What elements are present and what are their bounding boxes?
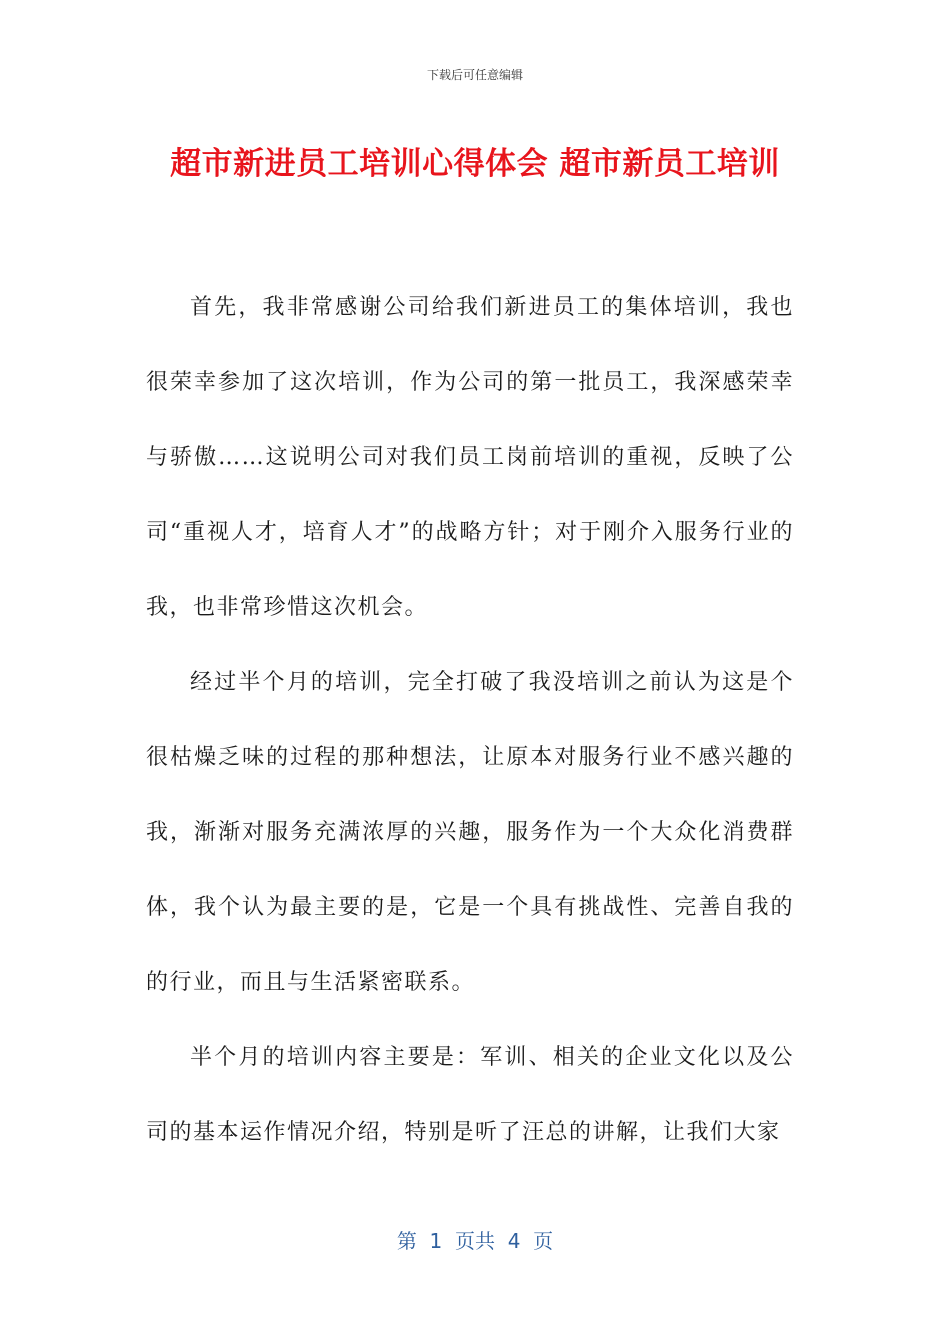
document-title: 超市新进员工培训心得体会 超市新员工培训: [170, 146, 780, 182]
paragraph-3: 半个月的培训内容主要是：军训、相关的企业文化以及公司的基本运作情况介绍，特别是听了汪总的讲解，让我们大家: [146, 1045, 794, 1145]
page-footer: 第 1 页共 4 页: [396, 1229, 554, 1253]
header-note: 下载后可任意编辑: [426, 68, 523, 82]
paragraph-2: 经过半个月的培训，完全打破了我没培训之前认为这是个很枯燥乏味的过程的那种想法，让原本对服务行业不感兴趣的我，渐渐对服务充满浓厚的兴趣，服务作为一个大众化消费群体，我个认为最主要的是，它是一个具有挑战性、完善自我的的行业，而且与生活紧密联系。: [146, 670, 794, 995]
document-body: [146, 270, 794, 1170]
paragraph-1: 首先，我非常感谢公司给我们新进员工的集体培训，我也很荣幸参加了这次培训，作为公司的第一批员工，我深感荣幸与骄傲……这说明公司对我们员工岗前培训的重视，反映了公司“重视人才，培育人才”的战略方针；对于刚介入服务行业的我，也非常珍惜这次机会。: [146, 295, 794, 620]
